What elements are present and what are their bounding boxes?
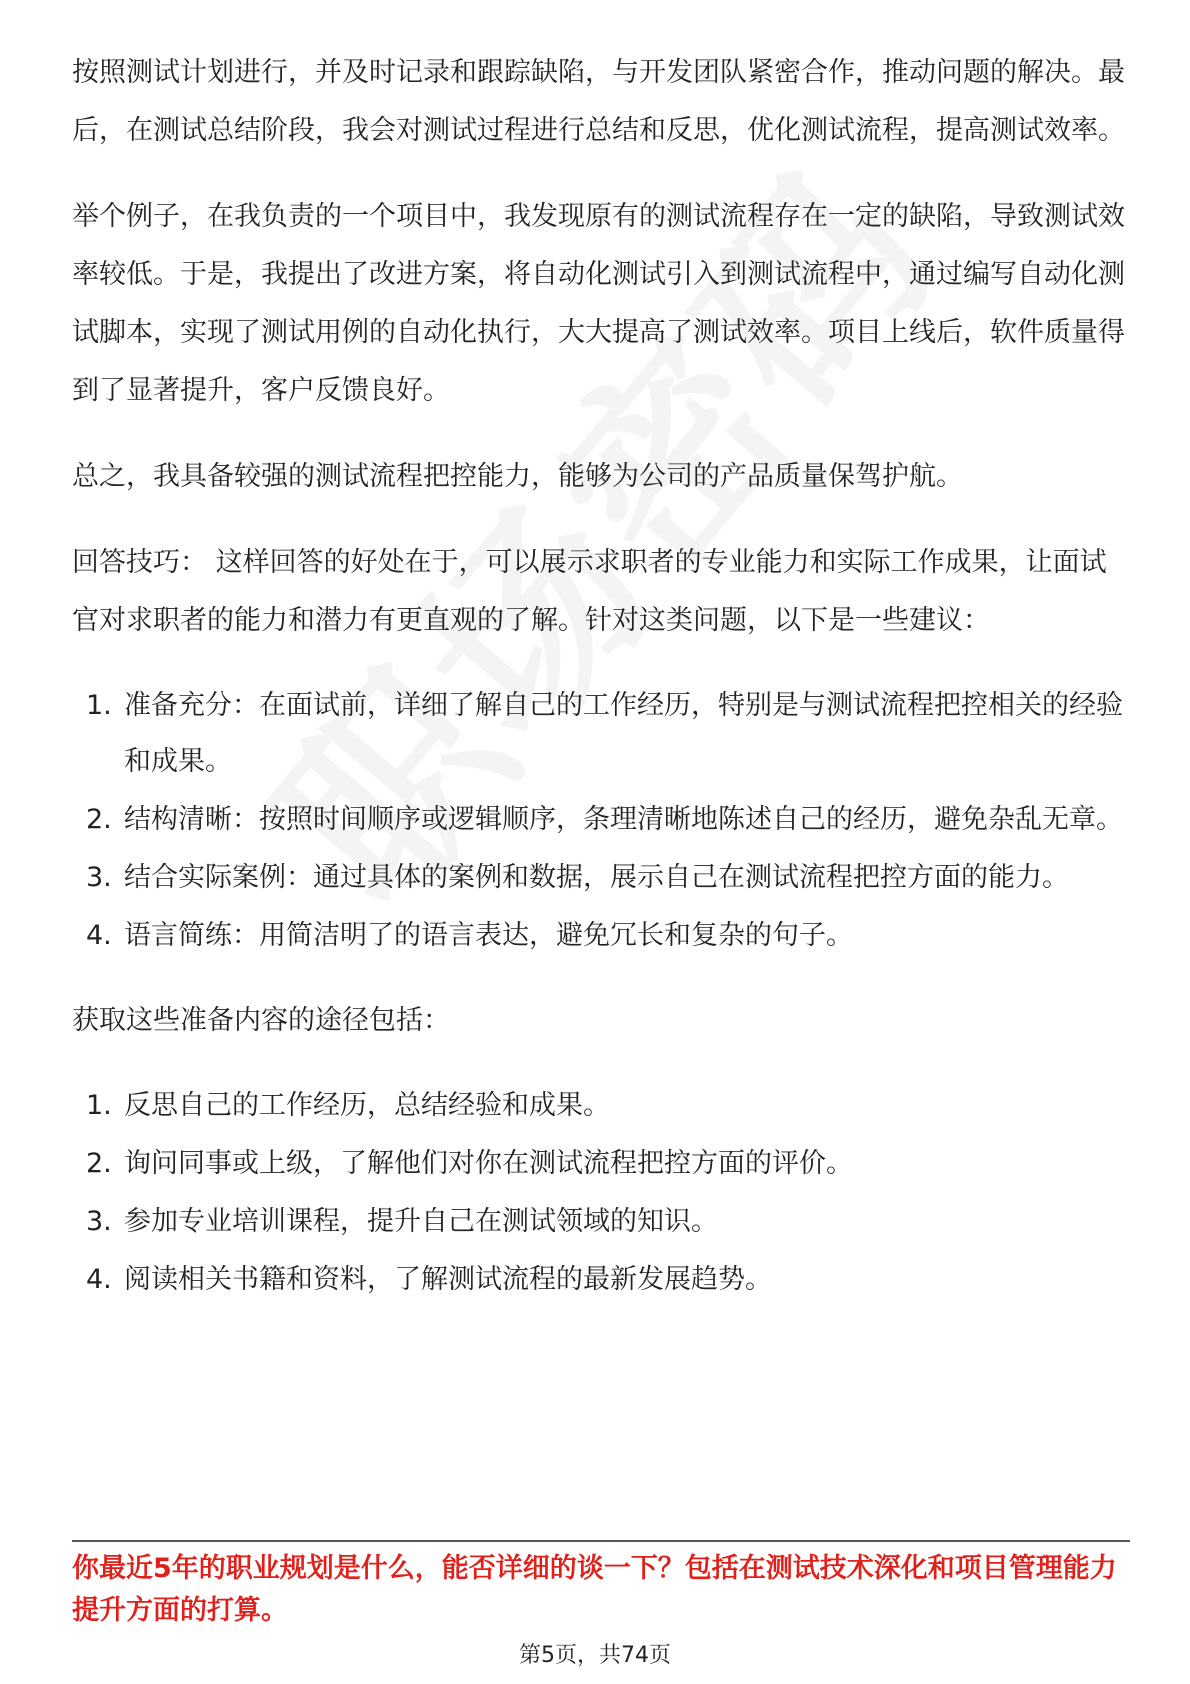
list-item-text: 准备充分：在面试前，详细了解自己的工作经历，特别是与测试流程把控相关的经验和成果。 bbox=[124, 690, 1123, 777]
list-item bbox=[72, 850, 1130, 906]
list-number: 2. bbox=[86, 804, 112, 835]
list-number: 1. bbox=[86, 690, 112, 721]
document-body bbox=[72, 44, 1130, 1336]
list-item bbox=[72, 1136, 1130, 1192]
list-item bbox=[72, 1078, 1130, 1134]
list-item bbox=[72, 908, 1130, 964]
list-item-text: 询问同事或上级，了解他们对你在测试流程把控方面的评价。 bbox=[124, 1148, 853, 1179]
list-item-text: 阅读相关书籍和资料，了解测试流程的最新发展趋势。 bbox=[124, 1264, 772, 1295]
list-item-text: 参加专业培训课程，提升自己在测试领域的知识。 bbox=[124, 1206, 718, 1237]
paragraph-summary: 总之，我具备较强的测试流程把控能力，能够为公司的产品质量保驾护航。 bbox=[72, 461, 963, 492]
list-number: 1. bbox=[86, 1090, 112, 1121]
list-item bbox=[72, 1194, 1130, 1250]
list-item-text: 反思自己的工作经历，总结经验和成果。 bbox=[124, 1090, 610, 1121]
page-footer: 第5页，共74页 bbox=[519, 1643, 671, 1668]
list-item-text: 结构清晰：按照时间顺序或逻辑顺序，条理清晰地陈述自己的经历，避免杂乱无章。 bbox=[124, 804, 1123, 835]
next-question-heading: 你最近5年的职业规划是什么，能否详细的谈一下？包括在测试技术深化和项目管理能力提升方面的打算。 bbox=[72, 1553, 1117, 1626]
paragraph-ways-intro: 获取这些准备内容的途径包括： bbox=[72, 1005, 450, 1036]
paragraph-answer-tips: 回答技巧： 这样回答的好处在于，可以展示求职者的专业能力和实际工作成果，让面试官对求职者的能力和潜力有更直观的了解。针对这类问题，以下是一些建议： bbox=[72, 547, 1107, 636]
list-number: 3. bbox=[86, 1206, 112, 1237]
list-number: 4. bbox=[86, 920, 112, 951]
tips-list bbox=[72, 678, 1130, 964]
ways-list bbox=[72, 1078, 1130, 1308]
list-number: 3. bbox=[86, 862, 112, 893]
list-number: 4. bbox=[86, 1264, 112, 1295]
list-item bbox=[72, 1252, 1130, 1308]
paragraph-testing-process: 按照测试计划进行，并及时记录和跟踪缺陷，与开发团队紧密合作，推动问题的解决。最后，在测试总结阶段，我会对测试过程进行总结和反思，优化测试流程，提高测试效率。 bbox=[72, 57, 1125, 146]
list-item-text: 语言简练：用简洁明了的语言表达，避免冗长和复杂的句子。 bbox=[124, 920, 853, 951]
list-number: 2. bbox=[86, 1148, 112, 1179]
section-divider bbox=[72, 1540, 1130, 1542]
list-item bbox=[72, 792, 1130, 848]
paragraph-example: 举个例子，在我负责的一个项目中，我发现原有的测试流程存在一定的缺陷，导致测试效率较低。于是，我提出了改进方案，将自动化测试引入到测试流程中，通过编写自动化测试脚本，实现了测试用例的自动化执行，大大提高了测试效率。项目上线后，软件质量得到了显著提升，客户反馈良好。 bbox=[72, 201, 1125, 406]
list-item-text: 结合实际案例：通过具体的案例和数据，展示自己在测试流程把控方面的能力。 bbox=[124, 862, 1069, 893]
list-item bbox=[72, 678, 1130, 790]
